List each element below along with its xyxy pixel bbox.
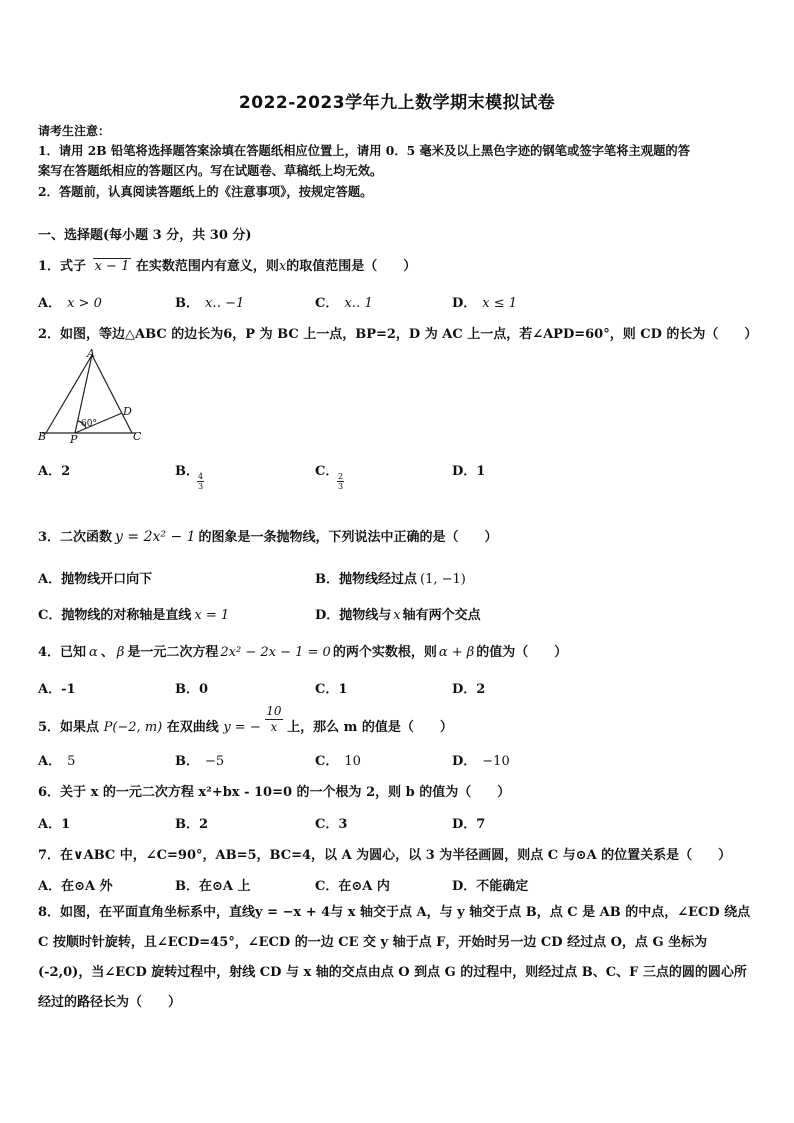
notice-line-1a: 1．请用 2B 铅笔将选择题答案涂填在答题纸相应位置上，请用 0．5 毫米及以上黑色字迹的钢笔或签字笔将主观题的答	[38, 143, 690, 158]
triangle-figure	[36, 345, 151, 445]
label-a: A	[87, 347, 95, 360]
q5-option-c[interactable]: C． 10	[315, 754, 361, 769]
q4-option-b[interactable]: B．0	[175, 682, 209, 697]
question-2: 2．如图，等边△ABC 的边长为6，P 为 BC 上一点，BP=2，D 为 AC 上一点，若∠APD=60°，则 CD 的长为（ ）	[38, 327, 758, 342]
side-ac	[92, 355, 132, 433]
question-8: 8．如图，在平面直角坐标系中，直线y = −x + 4与 x 轴交于点 A，与 y 轴交于点 B，点 C 是 AB 的中点，∠ECD 绕点 C 按顺时针旋转，且∠ECD=45°，∠ECD 的一边 CE 交 y 轴于点 F，开始时另一边 CD 经过点 O，点 G 坐标为(-2,0)，当∠ECD 旋转过程中，射线 CD 与 x 轴的交点由点 O 到点 G 的过程中，则经过点 B、C、F 三点的圆的圆心所经过的路径长为（ ）	[38, 905, 751, 1010]
q1-option-c[interactable]: C． x‥ 1	[315, 296, 373, 311]
q2-option-c[interactable]: C． $\frac{2}{3}$	[315, 464, 344, 491]
label-p: P	[70, 433, 78, 445]
question-4: 4．已知 α 、 β 是一元二次方程 2x² − 2x − 1 = 0 的两个实数根，则 α + β 的值为（ ）	[38, 645, 568, 660]
notice-line-2: 2．答题前，认真阅读答题纸上的《注意事项》，按规定答题。	[38, 184, 373, 199]
q7-option-d[interactable]: D．不能确定	[452, 879, 529, 894]
q2-option-a[interactable]: A．2	[38, 464, 71, 479]
label-b: B	[38, 430, 47, 443]
question-1: 1．式子 x − 1 在实数范围内有意义，则x的取值范围是（ ）	[38, 259, 417, 274]
q7-option-c[interactable]: C．在⊙A 内	[315, 879, 390, 894]
q5-option-b[interactable]: B． −5	[175, 754, 225, 769]
label-d: D	[123, 405, 132, 418]
q1-option-b[interactable]: B． x‥ −1	[175, 296, 245, 311]
q4-option-a[interactable]: A．-1	[38, 682, 76, 697]
q7-option-a[interactable]: A．在⊙A 外	[38, 879, 113, 894]
q6-option-c[interactable]: C．3	[315, 817, 348, 832]
label-c: C	[133, 430, 142, 443]
q2-option-b[interactable]: B． $\frac{4}{3}$	[175, 464, 204, 491]
question-7: 7．在∨ABC 中，∠C=90°，AB=5，BC=4，以 A 为圆心，以 3 为半径画圆，则点 C 与⊙A 的位置关系是（ ）	[38, 848, 732, 863]
q1-option-a[interactable]: A． x > 0	[38, 296, 102, 311]
q1-option-d[interactable]: D． x ≤ 1	[452, 296, 518, 311]
q2-option-d[interactable]: D．1	[452, 464, 486, 479]
q3-option-c[interactable]: C．抛物线的对称轴是直线 x = 1	[38, 608, 230, 623]
q6-option-a[interactable]: A．1	[38, 817, 71, 832]
radical-expression: x − 1	[94, 259, 130, 274]
q3-option-b[interactable]: B．抛物线经过点 (1, −1)	[315, 572, 466, 587]
q5-option-a[interactable]: A． 5	[38, 754, 76, 769]
question-3: 3．二次函数 y = 2x² − 1 的图象是一条抛物线，下列说法中正确的是（ ）	[38, 529, 498, 545]
page-title: 2022-2023学年九上数学期末模拟试卷	[238, 93, 556, 113]
q6-option-d[interactable]: D．7	[452, 817, 486, 832]
q4-option-c[interactable]: C．1	[315, 682, 348, 697]
q3-option-d[interactable]: D．抛物线与 x 轴有两个交点	[315, 608, 481, 623]
q4-option-d[interactable]: D．2	[452, 682, 486, 697]
q5-option-d[interactable]: D． −10	[452, 754, 510, 769]
question-6: 6．关于 x 的一元二次方程 x²+bx - 10=0 的一个根为 2，则 b 的值为（ ）	[38, 785, 511, 800]
section-heading: 一、选择题(每小题 3 分，共 30 分)	[38, 228, 252, 243]
q6-option-b[interactable]: B．2	[175, 817, 209, 832]
q3-option-a[interactable]: A．抛物线开口向下	[38, 572, 153, 587]
question-5: 5．如果点 P(−2, m) 在双曲线 y = − $\frac{10}{x}$ 上，那么 m 的值是（ ）	[38, 704, 453, 735]
q7-option-b[interactable]: B．在⊙A 上	[175, 879, 251, 894]
notice-heading: 请考生注意：	[38, 124, 111, 138]
label-angle: 60°	[81, 419, 97, 429]
notice-line-1b: 案写在答题纸相应的答题区内。写在试题卷、草稿纸上均无效。	[38, 163, 383, 178]
